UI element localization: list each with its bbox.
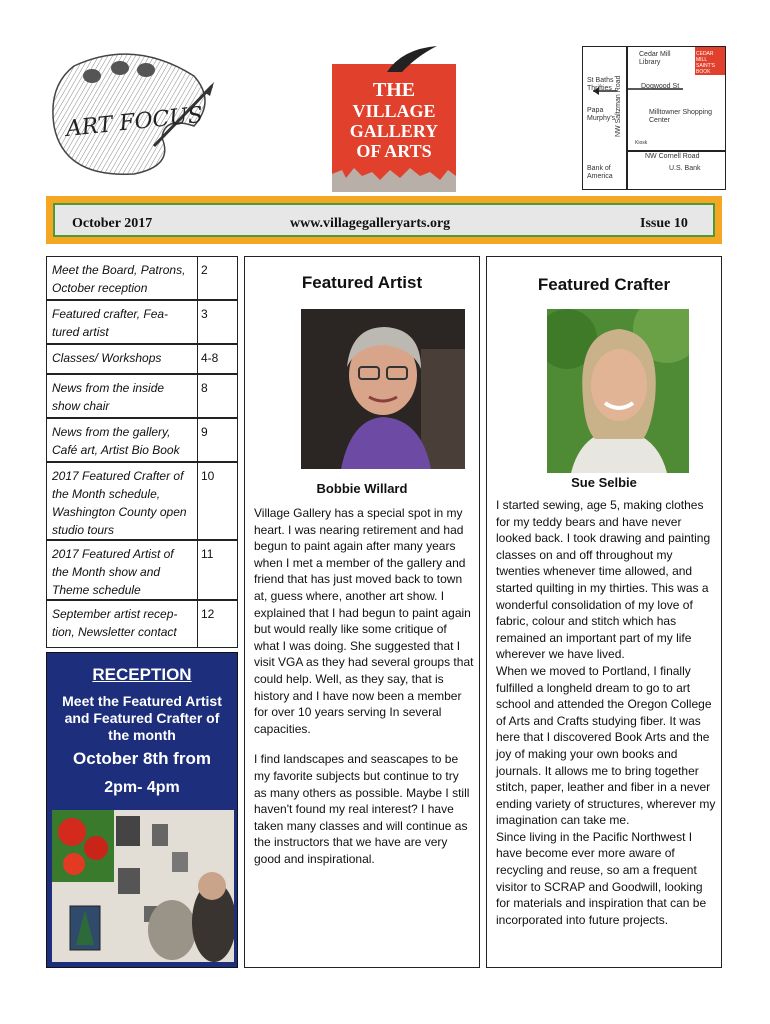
map-label-milltowner: Milltowner Shopping Center: [649, 109, 713, 124]
toc-row: [46, 344, 238, 374]
issue-number: Issue 10: [640, 216, 688, 231]
toc-title: News from the gallery, Café art, Artist Bio Book: [52, 425, 180, 457]
gallery-photo: [52, 810, 234, 962]
toc-divider: [197, 419, 198, 461]
featured-artist-panel: [244, 256, 480, 968]
reception-date: October 8th from: [73, 749, 211, 768]
toc-title: September artist recep- tion, Newsletter contact: [52, 607, 178, 639]
logo-line-3: GALLERY: [349, 121, 439, 141]
toc-page: 11: [201, 547, 214, 561]
skyline-icon: [332, 164, 456, 192]
toc-divider: [197, 375, 198, 417]
toc-row: [46, 540, 238, 600]
issue-date: October 2017: [72, 216, 153, 231]
art-focus-text: ART FOCUS: [64, 102, 205, 143]
toc-title: Classes/ Workshops: [52, 351, 162, 365]
featured-artist-title: Featured Artist: [301, 273, 423, 292]
toc-row: [46, 418, 238, 462]
map-label-bank-america: Bank of America: [587, 165, 613, 180]
crafter-name: Sue Selbie: [571, 475, 637, 490]
map-label-kiosk: Kiosk: [635, 140, 648, 146]
toc-divider: [197, 345, 198, 373]
crafter-bio-para-3: Since living in the Pacific Northwest I have become ever more aware of recycling and reuse, so am a frequent visitor to SCRAP and Goodwill, looking for materials and inspiration that can be incorporated into future projects.: [496, 829, 707, 927]
crafter-bio: [496, 497, 716, 928]
toc-page: 2: [201, 263, 208, 277]
map-label-road: NW Saltzman Road: [615, 75, 622, 137]
logo-line-4: OF ARTS: [356, 141, 432, 161]
map-label-library: Cedar Mill Library: [639, 51, 671, 66]
artist-photo: [301, 309, 465, 469]
toc-title: News from the inside show chair: [52, 381, 165, 413]
toc-title: 2017 Featured Artist of the Month show and Theme schedule: [52, 547, 174, 597]
reception-line-1: Meet the Featured Artist: [62, 693, 222, 709]
map-label-cornell: NW Cornell Road: [645, 153, 700, 160]
toc-divider: [197, 541, 198, 599]
location-map: [582, 46, 726, 190]
website-link[interactable]: www.villagegalleryarts.org: [290, 216, 451, 231]
toc-row: [46, 600, 238, 648]
toc-row: [46, 256, 238, 300]
toc-page: 12: [201, 607, 215, 621]
toc-page: 3: [201, 307, 208, 321]
crafter-photo: [547, 309, 689, 473]
reception-heading: RECEPTION: [92, 665, 192, 684]
logo-line-1: THE: [372, 79, 416, 101]
artist-bio: [254, 505, 474, 867]
map-label-us-bank: U.S. Bank: [669, 165, 701, 172]
map-label-sign: CEDAR MILL SAINT'S BOOK STORE: [696, 51, 716, 81]
artist-bio-para-1: Village Gallery has a special spot in my heart. I was nearing retirement and had begun to paint again after many years when I met a member of the gallery and friend that has just moved back to town at, guess where, another art show. I explained that I had begun to paint again but would really like some critique of what I was doing. She suggested that I visit VGA as they had several groups that could help. Well, as they say, that is history and I have now been a member for over 10 years serving In several capacities.: [254, 506, 474, 736]
crafter-bio-para-1: I started sewing, age 5, making clothes for my teddy bears and have never looked back. I took drawing and painting classes on and off throughout my twenties whenever time allowed, and started quilting in my thirties. This was a wonderful consolidation of my love of fabric, colour and stitch which has remained an important part of my life wherever we have lived.: [496, 498, 711, 662]
toc-title: Featured crafter, Fea- tured artist: [52, 307, 169, 339]
map-label-baths: St Baths Thrifties: [587, 77, 614, 92]
toc-divider: [197, 257, 198, 299]
toc-row: [46, 374, 238, 418]
map-label-papa: Papa Murphy's: [587, 107, 616, 122]
reception-time: 2pm- 4pm: [104, 779, 180, 796]
toc-page: 8: [201, 381, 208, 395]
toc-page: 10: [201, 469, 215, 483]
toc-page: 9: [201, 425, 208, 439]
toc-title: Meet the Board, Patrons, October reception: [52, 263, 186, 295]
toc-page: 4-8: [201, 351, 219, 365]
artist-name: Bobbie Willard: [316, 481, 408, 496]
toc-divider: [197, 301, 198, 343]
reception-line-3: the month: [108, 727, 176, 743]
logo-line-2: VILLAGE: [352, 101, 436, 121]
toc-divider: [197, 463, 198, 539]
crafter-bio-para-2: When we moved to Portland, I finally fulfilled a longheld dream to go to art school and attended the Oregon College of Arts and Crafts studying fiber. It was here that I discovered Book Arts and the joy of making your own books and journals. It allows me to bring together stitch, paper, leather and fiber in a never ending variety of structures, wherever my imagination can take me.: [496, 663, 716, 828]
map-label-dogwood: Dogwood St: [641, 83, 680, 90]
toc-row: [46, 462, 238, 540]
toc-row: [46, 300, 238, 344]
art-focus-logo: [44, 46, 214, 184]
brush-stroke-icon: [382, 44, 442, 74]
featured-crafter-title: Featured Crafter: [537, 275, 671, 294]
reception-line-2: and Featured Crafter of: [64, 710, 220, 726]
featured-crafter-panel: [486, 256, 722, 968]
toc-title: 2017 Featured Crafter of the Month schedule, Washington County open studio tours: [52, 469, 187, 537]
village-gallery-logo: [332, 64, 456, 192]
artist-bio-para-2: I find landscapes and seascapes to be my favorite subjects but continue to try as many others as possible. Maybe I still haven't found my real interest? I have taken many classes and will continue as the instructors that we have are very good and inspirational.: [254, 752, 470, 866]
toc-divider: [197, 601, 198, 647]
